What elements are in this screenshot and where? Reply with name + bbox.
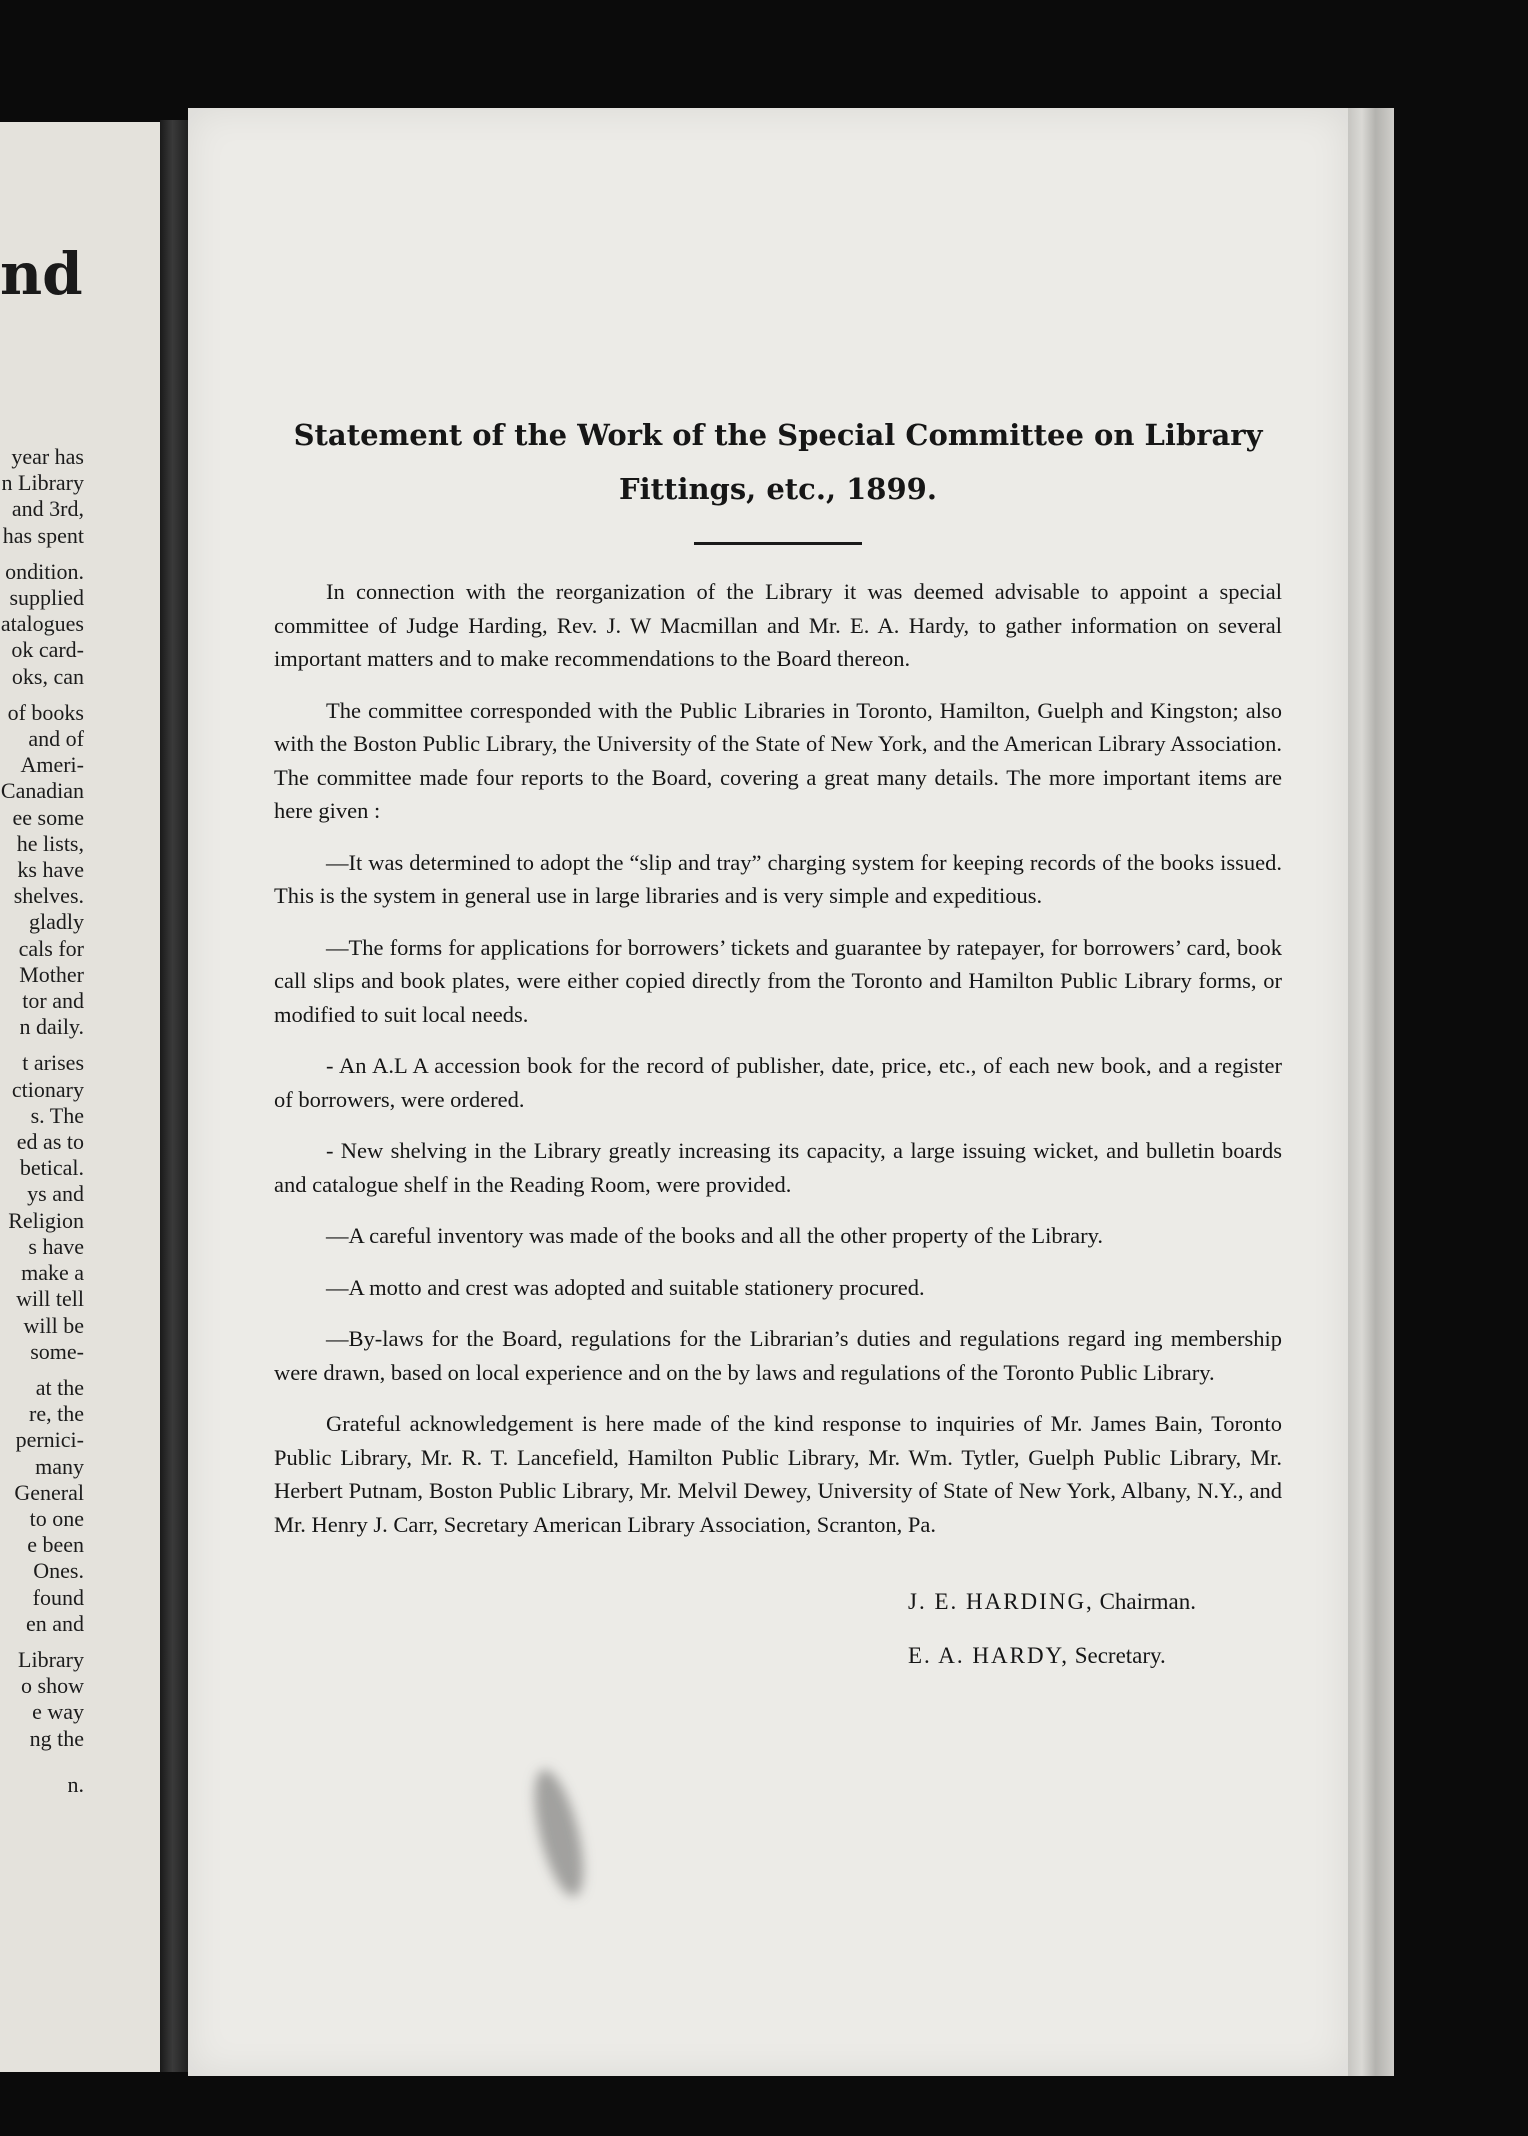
left-page-line [1, 1040, 84, 1050]
left-page-line [1, 1365, 84, 1375]
left-page-line: Mother [19, 961, 84, 987]
left-page-line: oks, can [11, 663, 84, 689]
left-page-line: cals for [18, 935, 84, 961]
statement-article [274, 408, 1282, 1683]
left-page-line [1, 1637, 84, 1647]
left-page-line: has spent [2, 522, 84, 548]
left-page-line: n. [67, 1771, 84, 1797]
left-page-line: at the [35, 1374, 84, 1400]
left-page-line: ys and [27, 1181, 84, 1207]
paragraph-intro: In connection with the reorganization of the Library it was deemed advisable to appoint a special committee of Judge Harding, Rev. J. W Macmillan and Mr. E. A. Hardy, to gather information on several important matters and to make recommendations to the Board thereon. [274, 579, 1282, 671]
left-page-line: o show [21, 1673, 84, 1699]
left-page-line: Library [18, 1646, 84, 1672]
left-page-line: of books [7, 699, 84, 725]
left-page-line: will tell [16, 1286, 84, 1312]
left-page-line [1, 1762, 84, 1772]
item-charging-system: —It was determined to adopt the “slip and tray” charging system for keeping records of the books issued. This is the system in general use in large libraries and is very simple and expeditious. [274, 849, 1282, 908]
left-page-text-column [1, 444, 84, 1798]
title-rule [694, 542, 862, 545]
ink-smudge [525, 1765, 593, 1900]
signature-name: E. A. HARDY, [908, 1643, 1069, 1668]
page-stack-edge [1348, 108, 1394, 2076]
signature-role: Secretary. [1074, 1643, 1166, 1668]
left-page-line: betical. [19, 1155, 84, 1181]
item-accession-book: - An A.L A accession book for the record of publisher, date, price, etc., of each new book, and a register of borrowers, were ordered. [274, 1053, 1282, 1112]
paragraph-correspondence: The committee corresponded with the Public Libraries in Toronto, Hamilton, Guelph and Kingston; also with the Boston Public Library, the University of the State of New York, and the American Library Association. The committee made four reports to the Board, covering a great many details. The more important items are here given : [274, 697, 1282, 823]
left-page-line: make a [21, 1260, 84, 1286]
left-page-line: ng the [29, 1725, 84, 1751]
left-page-line: ks have [17, 857, 84, 883]
left-page-line: ed as to [16, 1129, 84, 1155]
left-page-line: found [32, 1584, 84, 1610]
left-page-line: atalogues [0, 611, 84, 637]
left-page-line: s. The [30, 1102, 84, 1128]
book-gutter [160, 120, 188, 2072]
left-page-line: ctionary [11, 1076, 84, 1102]
left-page-line: many [35, 1453, 84, 1479]
left-page-line: Canadian [0, 778, 84, 804]
left-page-line: pernici- [15, 1427, 84, 1453]
signature-secretary [908, 1629, 1282, 1683]
left-page-line: some- [30, 1338, 84, 1364]
left-page-fragment [0, 122, 160, 2072]
signature-chairman [908, 1575, 1282, 1629]
left-page-line: en and [25, 1610, 84, 1636]
left-page-line: and 3rd, [11, 496, 84, 522]
left-page-line: supplied [9, 585, 84, 611]
signature-block [908, 1575, 1282, 1683]
left-page-line [1, 690, 84, 700]
left-page-line: n Library [1, 470, 84, 496]
left-page-line: he lists, [16, 830, 84, 856]
left-page-line: ondition. [5, 558, 84, 584]
left-page-line: n daily. [19, 1014, 84, 1040]
title-line-2: Fittings, etc., 1899. [619, 472, 937, 506]
left-page-line: to one [29, 1505, 84, 1531]
left-page-line: tor and [22, 988, 84, 1014]
item-forms: —The forms for applications for borrowers’ tickets and guarantee by ratepayer, for borrowers’ card, book call slips and book plates, were either copied directly from the Toronto and Hamilton Public Library forms, or modified to suit local needs. [274, 934, 1282, 1027]
item-motto-crest: —A motto and crest was adopted and suitable stationery procured. [326, 1274, 925, 1300]
left-page-line: gladly [29, 909, 84, 935]
left-page-line: Ameri- [20, 752, 84, 778]
left-page-line: t arises [22, 1050, 84, 1076]
left-page-line [1, 1752, 84, 1762]
document-title [274, 408, 1282, 516]
left-page-line: and of [28, 726, 84, 752]
left-page-line: e way [32, 1699, 84, 1725]
left-page-line: e been [27, 1532, 84, 1558]
left-page-line: ok card- [11, 637, 84, 663]
left-page-heading-fragment: nd [0, 240, 83, 308]
left-page-line: shelves. [13, 883, 84, 909]
left-page-line: Ones. [33, 1558, 84, 1584]
left-page-line: will be [23, 1312, 84, 1338]
left-page-line: General [14, 1479, 84, 1505]
item-by-laws: —By-laws for the Board, regulations for the Librarian’s duties and regulations regard ing membership were drawn, based on local experience and on the by laws and regulations of the Toronto Public Library. [274, 1326, 1282, 1385]
signature-role: Chairman. [1099, 1589, 1197, 1614]
item-shelving: - New shelving in the Library greatly increasing its capacity, a large issuing wicket, and bulletin boards and catalogue shelf in the Reading Room, were provided. [274, 1138, 1282, 1197]
left-page-line: Religion [8, 1207, 84, 1233]
title-line-1: Statement of the Work of the Special Committee on Library [293, 418, 1263, 452]
right-page [188, 108, 1348, 2076]
paragraph-acknowledgement: Grateful acknowledgement is here made of the kind response to inquiries of Mr. James Bain, Toronto Public Library, Mr. R. T. Lancefield, Hamilton Public Library, Mr. Wm. Tytler, Guelph Public Library, Mr. Herbert Putnam, Boston Public Library, Mr. Melvil Dewey, University of State of New York, Albany, N.Y., and Mr. Henry J. Carr, Secretary American Library Association, Scranton, Pa. [274, 1411, 1282, 1537]
left-page-line: re, the [29, 1401, 84, 1427]
left-page-line: s have [28, 1233, 84, 1259]
left-page-line: ee some [12, 804, 84, 830]
left-page-line: year has [11, 444, 84, 469]
item-inventory: —A careful inventory was made of the books and all the other property of the Library. [326, 1223, 1104, 1248]
left-page-line [1, 549, 84, 559]
signature-name: J. E. HARDING, [908, 1589, 1094, 1614]
